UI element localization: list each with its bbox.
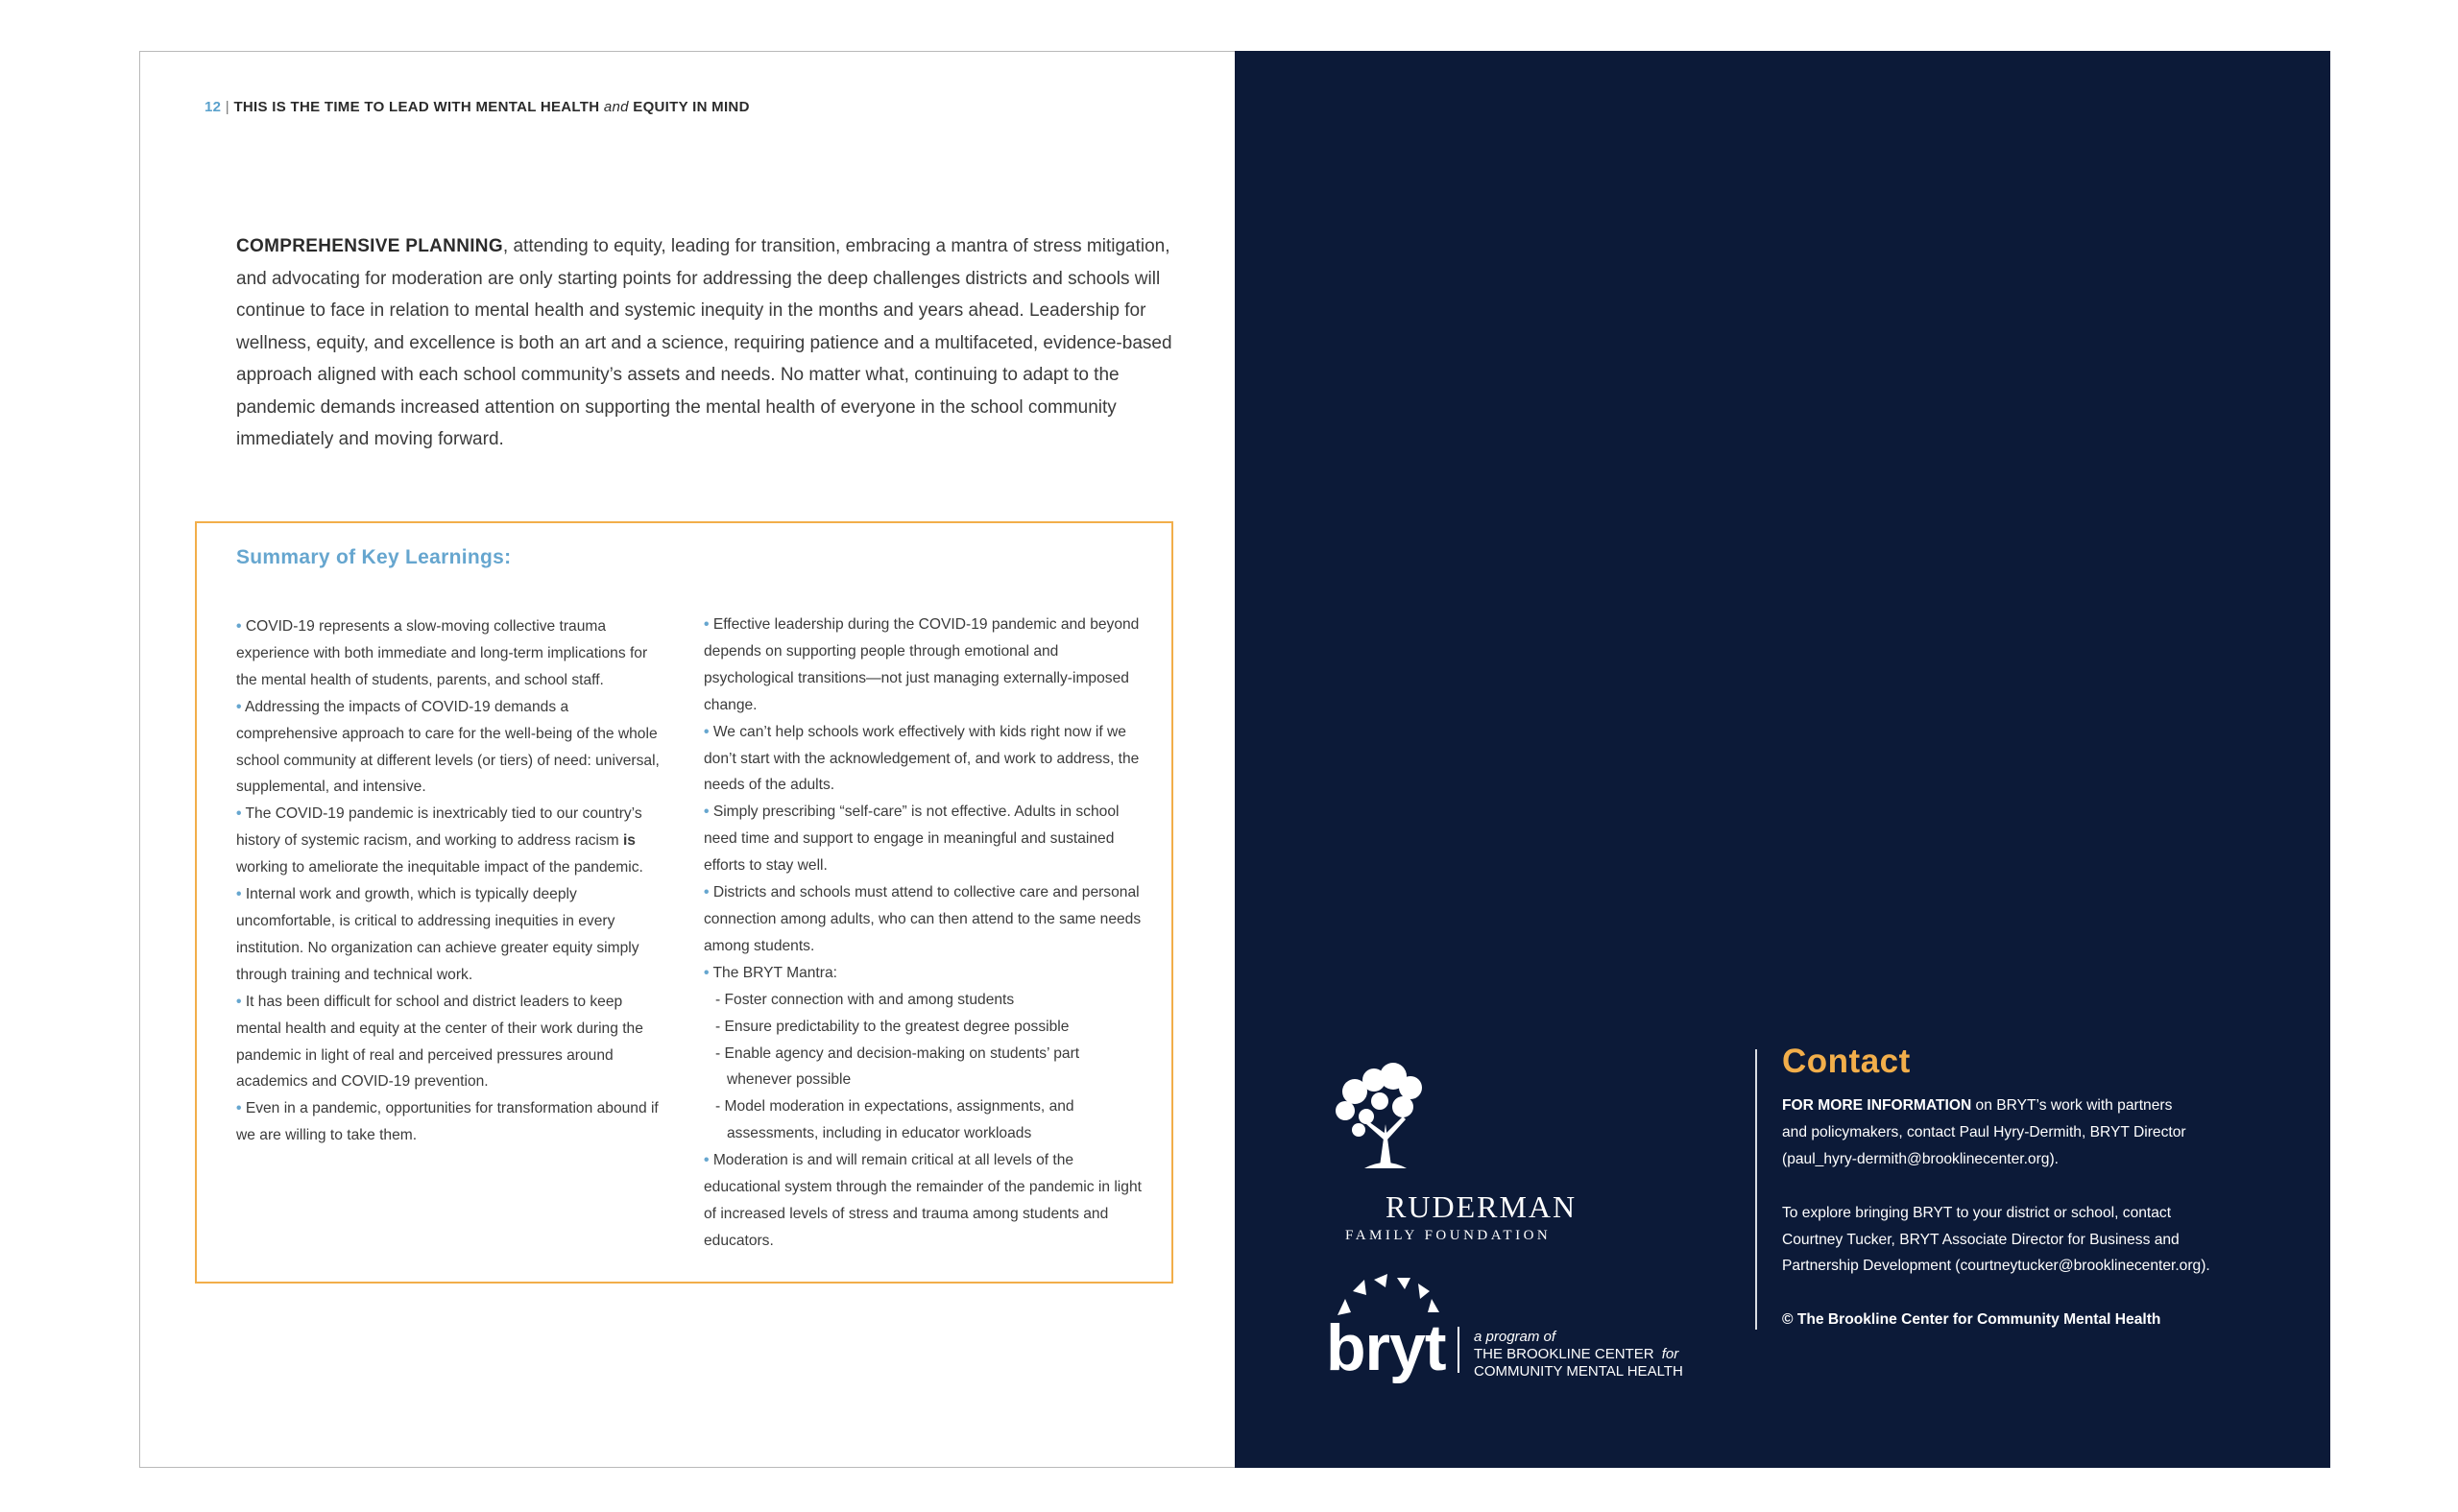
list-item-text: COVID-19 represents a slow-moving collective trauma experience with both immediate and long-term implications for the mental health of students, parents, and school staff. [236,618,648,688]
header-title-part-b: EQUITY IN MIND [633,99,750,115]
intro-body: , attending to equity, leading for transition, embracing a mantra of stress mitigation, and advocating for moderation are only starting points for addressing the deep challenges districts and schools will continue to face in relation to mental health and systemic inequity in the months and years ahead. Leadership for wellness, equity, and excellence is both an art and a science, requiring patience and a multifaceted, evidence-based approach aligned with each school community’s assets and needs. No matter what, continuing to adapt to the pandemic demands increased attention on supporting the mental health of everyone in the school community immediately and moving forward. [236,236,1172,449]
list-item [704,612,1145,719]
list-item-text: working to ameliorate the inequitable impact of the pandemic. [236,859,643,876]
contact-info-line: Courtney Tucker, BRYT Associate Director for Business and [1782,1231,2180,1248]
spacer [1782,1280,2281,1307]
list-item-text: Internal work and growth, which is typically deeply uncomfortable, is critical to addressing inequities in every institution. No organization can achieve greater equity simply through training and technical work. [236,886,639,983]
contact-email-line: Partnership Development (courtneytucker@brooklinecenter.org). [1782,1258,2210,1275]
left-page [139,51,1235,1468]
list-item-text: The COVID-19 pandemic is inextricably tied to our country’s history of systemic racism, and working to address racism [236,805,642,850]
list-item-emphasis: is [622,832,636,850]
summary-box [195,521,1173,1284]
bryt-rays-icon [1337,1274,1439,1315]
list-item [236,801,668,881]
bryt-wordmark: bryt [1326,1311,1446,1384]
running-header [205,99,750,115]
list-item-text: Moderation is and will remain critical at all levels of the educational system through the remainder of the pandemic in light of increased levels of stress and trauma among students and educators. [704,1152,1142,1249]
brookline-center-line-2: COMMUNITY MENTAL HEALTH [1474,1363,1683,1380]
summary-column-right [704,612,1145,1255]
list-item-text: The BRYT Mantra: [712,964,837,981]
mantra-item: - Foster connection with and among students [715,991,1015,1008]
bullet-icon: • [704,804,710,821]
contact-info-lead: FOR MORE INFORMATION [1782,1097,1972,1114]
intro-lead: COMPREHENSIVE PLANNING [236,236,503,256]
contact-heading: Contact [1782,1043,1911,1080]
list-item-text: It has been difficult for school and district leaders to keep mental health and equity at the center of their work during the pandemic in light of real and perceived pressures around academics and COVID-19 prevention. [236,993,643,1091]
contact-block [1782,1043,2281,1333]
mantra-item: - Model moderation in expectations, assignments, and [715,1098,1074,1116]
spacer [1782,1173,2281,1200]
contact-email-line: (paul_hyry-dermith@brooklinecenter.org). [1782,1150,2059,1167]
ruderman-subtitle: FAMILY FOUNDATION [1345,1228,1552,1243]
list-item [236,613,668,694]
bullet-icon: • [704,1152,710,1169]
bullet-icon: • [704,884,710,901]
bullet-icon: • [236,618,242,635]
mantra-item: - Ensure predictability to the greatest degree possible [715,1018,1070,1035]
mantra-item-continued: assessments, including in educator workloads [727,1125,1032,1142]
list-item-text: Addressing the impacts of COVID-19 demands a comprehensive approach to care for the well-being of the whole school community at different levels (or tiers) of need: universal, supplemental, and intensive. [236,698,660,796]
right-page [1235,51,2330,1468]
summary-column-left [236,613,668,1149]
bullet-icon: • [236,1100,242,1117]
bullet-icon: • [236,993,242,1010]
ruderman-tree-icon [1336,1063,1422,1168]
contact-info-line: To explore bringing BRYT to your district or school, contact [1782,1204,2172,1221]
list-item [236,881,668,989]
bullet-icon: • [704,964,710,981]
list-item [236,989,668,1096]
bullet-icon: • [704,616,710,633]
brookline-center-for: for [1661,1346,1679,1362]
copyright-line [1782,1307,2281,1333]
contact-info-line: and policymakers, contact Paul Hyry-Dermith, BRYT Director [1782,1123,2186,1140]
summary-title: Summary of Key Learnings: [236,546,512,568]
list-item-text: Simply prescribing “self-care” is not effective. Adults in school need time and support to engage in meaningful and sustained efforts to stay well. [704,804,1120,875]
list-item [704,1147,1145,1255]
ruderman-wordmark: RUDERMAN [1386,1189,1578,1224]
list-item-text: Effective leadership during the COVID-19 pandemic and beyond depends on supporting people through emotional and psychological transitions—not just managing externally-imposed change. [704,616,1140,713]
list-item [236,694,668,802]
brookline-center-line-1 [1474,1346,1679,1362]
program-of-label: a program of [1474,1329,1556,1345]
bryt-divider [1458,1327,1459,1373]
list-item-text: We can’t help schools work effectively with kids right now if we don’t start with the acknowledgement of, and work to address, the needs of the adults. [704,723,1140,794]
list-item [704,719,1145,800]
bullet-icon: • [236,698,242,715]
copyright-text: © The Brookline Center for Community Mental Health [1782,1311,2161,1329]
mantra-item: - Enable agency and decision-making on students’ part [715,1044,1080,1062]
list-item-text: Districts and schools must attend to collective care and personal connection among adults, who can then attend to the same needs among students. [704,884,1142,954]
page-number: 12 [205,99,222,115]
header-separator: | [225,99,229,115]
bullet-icon: • [236,886,242,903]
header-title-and: and [603,99,629,115]
list-item [704,879,1145,960]
logos-block [1326,1061,1758,1387]
list-item [704,799,1145,879]
brookline-center-name: THE BROOKLINE CENTER [1474,1346,1654,1362]
contact-info-line [1782,1092,2281,1119]
header-title-part-a: THIS IS THE TIME TO LEAD WITH MENTAL HEALTH [233,99,600,115]
contact-info-text: on BRYT’s work with partners [1971,1097,2173,1114]
bullet-icon: • [704,723,710,740]
bullet-icon: • [236,805,242,823]
intro-paragraph [236,230,1172,456]
contact-divider [1755,1049,1757,1330]
list-item [236,1095,668,1149]
list-item-text: Even in a pandemic, opportunities for transformation abound if we are willing to take them. [236,1100,659,1144]
list-item [704,960,1145,987]
mantra-item-continued: whenever possible [727,1071,852,1089]
